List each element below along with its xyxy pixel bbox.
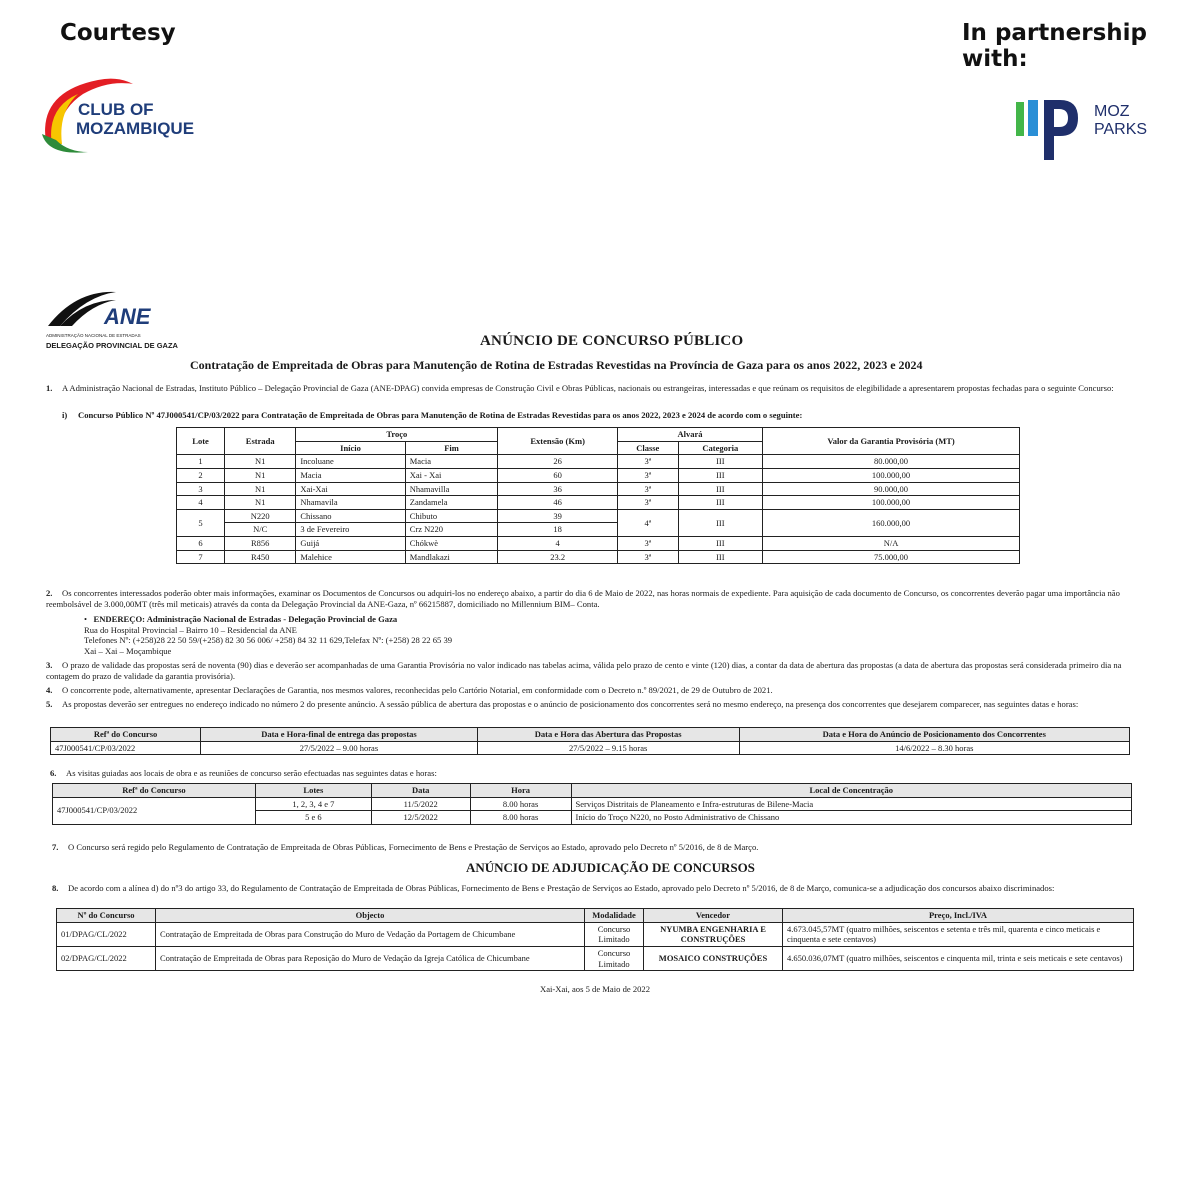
cell: Chissano bbox=[296, 509, 405, 523]
cell: 3ª bbox=[617, 550, 678, 564]
cell: R450 bbox=[225, 550, 296, 564]
cell: N/A bbox=[763, 537, 1020, 551]
cell: III bbox=[678, 509, 763, 536]
col-categoria: Categoria bbox=[678, 441, 763, 455]
cell: Malehice bbox=[296, 550, 405, 564]
cell: 90.000,00 bbox=[763, 482, 1020, 496]
cell: Crz N220 bbox=[405, 523, 498, 537]
table-row bbox=[177, 455, 1020, 469]
cell: 39 bbox=[498, 509, 618, 523]
cell: Serviços Distritais de Planeamento e Infra-estruturas de Bilene-Macia bbox=[571, 797, 1131, 811]
document-title: ANÚNCIO DE CONCURSO PÚBLICO bbox=[480, 333, 744, 349]
paragraph-1i-number: i) bbox=[62, 410, 68, 420]
cell: 75.000,00 bbox=[763, 550, 1020, 564]
cell: Concurso Limitado bbox=[585, 946, 644, 970]
cell: Zandamela bbox=[405, 496, 498, 510]
col-local: Local de Concentração bbox=[571, 784, 1131, 798]
address-line-1-text: ENDEREÇO: Administração Nacional de Estradas - Delegação Provincial de Gaza bbox=[93, 614, 398, 624]
paragraph-7 bbox=[52, 842, 1152, 853]
col-estrada: Estrada bbox=[225, 428, 296, 455]
mozparks-logo bbox=[1012, 96, 1152, 166]
cell: 4.650.036,07MT (quatro milhões, seiscentos e cinquenta mil, trinta e seis meticais e sete centavos) bbox=[783, 946, 1134, 970]
col-anuncio: Data e Hora do Anúncio de Posicionamento dos Concorrentes bbox=[739, 728, 1129, 742]
col-objecto: Objecto bbox=[156, 909, 585, 923]
adjudication-table bbox=[56, 908, 1134, 971]
paragraph-1i bbox=[62, 410, 1152, 421]
table-row bbox=[177, 550, 1020, 564]
cell: Macia bbox=[296, 468, 405, 482]
cell: 2 bbox=[177, 468, 225, 482]
paragraph-8-number: 8. bbox=[52, 883, 59, 893]
cell: III bbox=[678, 550, 763, 564]
partnership-label: In partnership with: bbox=[962, 20, 1147, 72]
cell: 4ª bbox=[617, 509, 678, 536]
cell: 5 bbox=[177, 509, 225, 536]
lots-table bbox=[176, 427, 1020, 564]
cell: III bbox=[678, 496, 763, 510]
document-subtitle: Contratação de Empreitada de Obras para Manutenção de Rotina de Estradas Revestidas na Província de Gaza para os anos 2022, 2023 e 2024 bbox=[190, 358, 923, 372]
cell: 27/5/2022 – 9.00 horas bbox=[201, 741, 478, 755]
cell: III bbox=[678, 468, 763, 482]
mozparks-logo-line2: PARKS bbox=[1094, 121, 1148, 138]
col-troco: Troço bbox=[296, 428, 498, 442]
cell: Xai - Xai bbox=[405, 468, 498, 482]
cell: 8.00 horas bbox=[470, 811, 571, 825]
paragraph-7-number: 7. bbox=[52, 842, 59, 852]
cell: 26 bbox=[498, 455, 618, 469]
cell: 100.000,00 bbox=[763, 468, 1020, 482]
ane-logo bbox=[46, 286, 186, 350]
cell: Contratação de Empreitada de Obras para Reposição do Muro de Vedação da Igreja Católica de Chicumbane bbox=[156, 946, 585, 970]
cell: 12/5/2022 bbox=[371, 811, 470, 825]
cell: Chibuto bbox=[405, 509, 498, 523]
cell: 11/5/2022 bbox=[371, 797, 470, 811]
cell: 1, 2, 3, 4 e 7 bbox=[255, 797, 371, 811]
cell: N1 bbox=[225, 496, 296, 510]
cell: III bbox=[678, 455, 763, 469]
cell: Nhamavila bbox=[296, 496, 405, 510]
paragraph-2 bbox=[46, 588, 1152, 609]
table-row bbox=[177, 537, 1020, 551]
paragraph-6-number: 6. bbox=[50, 768, 57, 778]
cell: 01/DPAG/CL/2022 bbox=[57, 922, 156, 946]
col-modalidade: Modalidade bbox=[585, 909, 644, 923]
table-row bbox=[177, 468, 1020, 482]
paragraph-5-number: 5. bbox=[46, 699, 53, 709]
paragraph-3-text: O prazo de validade das propostas será de noventa (90) dias e deverão ser acompanhadas de uma Garantia Provisória no valor indicado nas tabelas acima, válida pelo prazo de cento e vinte (120) dias, a contar da data de abertura das propostas (a data de abertura das propostas será considerada primeiro dia na contagem do prazo de validade da garantia provisória). bbox=[46, 660, 1122, 681]
visits-table bbox=[52, 783, 1132, 825]
col-data: Data bbox=[371, 784, 470, 798]
table-row bbox=[57, 946, 1134, 970]
cell: Concurso Limitado bbox=[585, 922, 644, 946]
cell: R856 bbox=[225, 537, 296, 551]
cell: Contratação de Empreitada de Obras para Construção do Muro de Vedação da Portagem de Chicumbane bbox=[156, 922, 585, 946]
ane-logo-text: ANE bbox=[104, 304, 151, 329]
club-of-mozambique-logo bbox=[38, 72, 208, 157]
paragraph-4-number: 4. bbox=[46, 685, 53, 695]
col-inicio: Início bbox=[296, 441, 405, 455]
cell: 160.000,00 bbox=[763, 509, 1020, 536]
col-garantia: Valor da Garantia Provisória (MT) bbox=[763, 428, 1020, 455]
cell: 4 bbox=[177, 496, 225, 510]
cell: 47J000541/CP/03/2022 bbox=[51, 741, 201, 755]
col-vencedor: Vencedor bbox=[644, 909, 783, 923]
club-logo-line2: MOZAMBIQUE bbox=[76, 119, 195, 138]
paragraph-1i-text: Concurso Público Nº 47J000541/CP/03/2022 para Contratação de Empreitada de Obras para Manutenção de Rotina de Estradas Revestidas para os anos 2022, 2023 e 2024 de acordo com o seguinte: bbox=[78, 410, 803, 420]
paragraph-1-number: 1. bbox=[46, 383, 53, 393]
delegacao-label: DELEGAÇÃO PROVINCIAL DE GAZA bbox=[46, 340, 178, 350]
col-abertura: Data e Hora das Abertura das Propostas bbox=[477, 728, 739, 742]
table-row bbox=[51, 741, 1130, 755]
paragraph-6 bbox=[50, 768, 1150, 779]
paragraph-3-number: 3. bbox=[46, 660, 53, 670]
paragraph-1-text: A Administração Nacional de Estradas, Instituto Público – Delegação Provincial de Gaza (ANE-DPAG) convida empresas de Construção Civil e Obras Públicas, nacionais ou estrangeiras, interessadas e que reúnam os requisitos de elegibilidade a apresentarem propostas fechadas para o seguinte Concurso: bbox=[62, 383, 1114, 393]
paragraph-6-text: As visitas guiadas aos locais de obra e as reuniões de concurso serão efectuadas nas seguintes datas e horas: bbox=[66, 768, 437, 778]
paragraph-5-text: As propostas deverão ser entregues no endereço indicado no número 2 do presente anúncio. A sessão pública de abertura das propostas e o anúncio de posicionamento dos concorrentes será no mesmo endereço, na presença dos concorrentes que desejarem comparecer, nas seguintes datas e horas: bbox=[62, 699, 1079, 709]
cell: 36 bbox=[498, 482, 618, 496]
cell: Início do Troço N220, no Posto Administrativo de Chissano bbox=[571, 811, 1131, 825]
cell: Guijá bbox=[296, 537, 405, 551]
adjudication-title: ANÚNCIO DE ADJUDICAÇÃO DE CONCURSOS bbox=[466, 860, 755, 875]
cell: III bbox=[678, 482, 763, 496]
cell: 8.00 horas bbox=[470, 797, 571, 811]
ane-subtitle: ADMINISTRAÇÃO NACIONAL DE ESTRADAS bbox=[46, 333, 141, 339]
table-row bbox=[53, 797, 1132, 811]
cell: 4 bbox=[498, 537, 618, 551]
cell: 6 bbox=[177, 537, 225, 551]
cell: 60 bbox=[498, 468, 618, 482]
paragraph-5 bbox=[46, 699, 1152, 710]
cell: MOSAICO CONSTRUÇÕES bbox=[644, 946, 783, 970]
address-block bbox=[84, 614, 984, 657]
col-alvara: Alvará bbox=[617, 428, 762, 442]
cell: 3ª bbox=[617, 482, 678, 496]
table-row bbox=[177, 482, 1020, 496]
cell: 3ª bbox=[617, 537, 678, 551]
cell: 18 bbox=[498, 523, 618, 537]
cell: Xai-Xai bbox=[296, 482, 405, 496]
address-line-3: Telefones Nº: (+258)28 22 50 59/(+258) 82 30 56 006/ +258) 84 32 11 629,Telefax Nº: (+258) 28 22 65 39 bbox=[84, 635, 453, 646]
courtesy-label: Courtesy bbox=[60, 20, 176, 46]
cell: 3 de Fevereiro bbox=[296, 523, 405, 537]
cell: 3ª bbox=[617, 455, 678, 469]
cell: Mandlakazi bbox=[405, 550, 498, 564]
cell: 23.2 bbox=[498, 550, 618, 564]
cell: 1 bbox=[177, 455, 225, 469]
col-hora: Hora bbox=[470, 784, 571, 798]
cell: 02/DPAG/CL/2022 bbox=[57, 946, 156, 970]
address-line-1: • ENDEREÇO: Administração Nacional de Estradas - Delegação Provincial de Gaza bbox=[84, 614, 398, 624]
cell: N220 bbox=[225, 509, 296, 523]
address-line-4: Xai – Xai – Moçambique bbox=[84, 646, 172, 657]
col-lote: Lote bbox=[177, 428, 225, 455]
cell: 7 bbox=[177, 550, 225, 564]
col-lotes: Lotes bbox=[255, 784, 371, 798]
col-ref: Refª do Concurso bbox=[53, 784, 256, 798]
paragraph-3 bbox=[46, 660, 1152, 681]
table-row bbox=[57, 922, 1134, 946]
cell: Chókwè bbox=[405, 537, 498, 551]
paragraph-2-text: Os concorrentes interessados poderão obter mais informações, examinar os Documentos de Concursos ou adquiri-los no endereço abaixo, a partir do dia 6 de Maio de 2022, nas horas normais de expediente. Para aquisição de cada documento de Concurso, os concorrentes deverão pagar uma importância não reembolsável de 3.000,00MT (três mil meticais) através da conta da Delegação Provincial da ANE-Gaza, nº 66215887, domiciliado no Millennium BIM– Conta. bbox=[46, 588, 1120, 609]
cell: 47J000541/CP/03/2022 bbox=[53, 797, 256, 824]
cell: 14/6/2022 – 8.30 horas bbox=[739, 741, 1129, 755]
signoff: Xai-Xai, aos 5 de Maio de 2022 bbox=[540, 984, 651, 994]
cell: NYUMBA ENGENHARIA E CONSTRUÇÕES bbox=[644, 922, 783, 946]
cell: 27/5/2022 – 9.15 horas bbox=[477, 741, 739, 755]
cell: 100.000,00 bbox=[763, 496, 1020, 510]
paragraph-1 bbox=[46, 383, 1156, 394]
col-fim: Fim bbox=[405, 441, 498, 455]
cell: III bbox=[678, 537, 763, 551]
paragraph-8-text: De acordo com a alínea d) do nº3 do artigo 33, do Regulamento de Contratação de Empreitada de Obras Públicas, Fornecimento de Bens e Prestação de Serviços ao Estado, aprovado pelo Decreto nº 5/2016, de 8 de Março, comunica-se a adjudicação dos concursos abaixo discriminados: bbox=[68, 883, 1055, 893]
cell: Macia bbox=[405, 455, 498, 469]
cell: 46 bbox=[498, 496, 618, 510]
mozparks-logo-line1: MOZ bbox=[1094, 103, 1130, 120]
col-classe: Classe bbox=[617, 441, 678, 455]
cell: Nhamavilla bbox=[405, 482, 498, 496]
cell: 3ª bbox=[617, 468, 678, 482]
cell: 80.000,00 bbox=[763, 455, 1020, 469]
col-preco: Preço, Incl./IVA bbox=[783, 909, 1134, 923]
cell: 4.673.045,57MT (quatro milhões, seiscentos e setenta e três mil, quarenta e cinco meticais e cinquenta e sete centavos) bbox=[783, 922, 1134, 946]
cell: N1 bbox=[225, 468, 296, 482]
col-numero: Nº do Concurso bbox=[57, 909, 156, 923]
cell: Incoluane bbox=[296, 455, 405, 469]
cell: 3ª bbox=[617, 496, 678, 510]
col-extensao: Extensão (Km) bbox=[498, 428, 618, 455]
paragraph-4-text: O concorrente pode, alternativamente, apresentar Declarações de Garantia, nos mesmos valores, reconhecidas pelo Cartório Notarial, em conformidade com o Decreto n.º 89/2021, de 29 de Outubro de 2021. bbox=[62, 685, 773, 695]
cell: N1 bbox=[225, 482, 296, 496]
cell: 5 e 6 bbox=[255, 811, 371, 825]
table-row bbox=[177, 509, 1020, 523]
cell: N/C bbox=[225, 523, 296, 537]
paragraph-8 bbox=[52, 883, 1152, 894]
club-logo-line1: CLUB OF bbox=[78, 100, 154, 119]
paragraph-7-text: O Concurso será regido pelo Regulamento de Contratação de Empreitada de Obras Públicas, Fornecimento de Bens e Prestação de Serviços ao Estado, aprovado pelo Decreto nº 5/2016, de 8 de Março. bbox=[68, 842, 759, 852]
dates-table bbox=[50, 727, 1130, 755]
cell: 3 bbox=[177, 482, 225, 496]
paragraph-4 bbox=[46, 685, 1152, 696]
col-ref: Refª do Concurso bbox=[51, 728, 201, 742]
paragraph-2-number: 2. bbox=[46, 588, 53, 598]
cell: N1 bbox=[225, 455, 296, 469]
col-entrega: Data e Hora-final de entrega das propostas bbox=[201, 728, 478, 742]
address-line-2: Rua do Hospital Provincial – Bairro 10 – Residencial da ANE bbox=[84, 624, 297, 635]
table-row bbox=[177, 496, 1020, 510]
